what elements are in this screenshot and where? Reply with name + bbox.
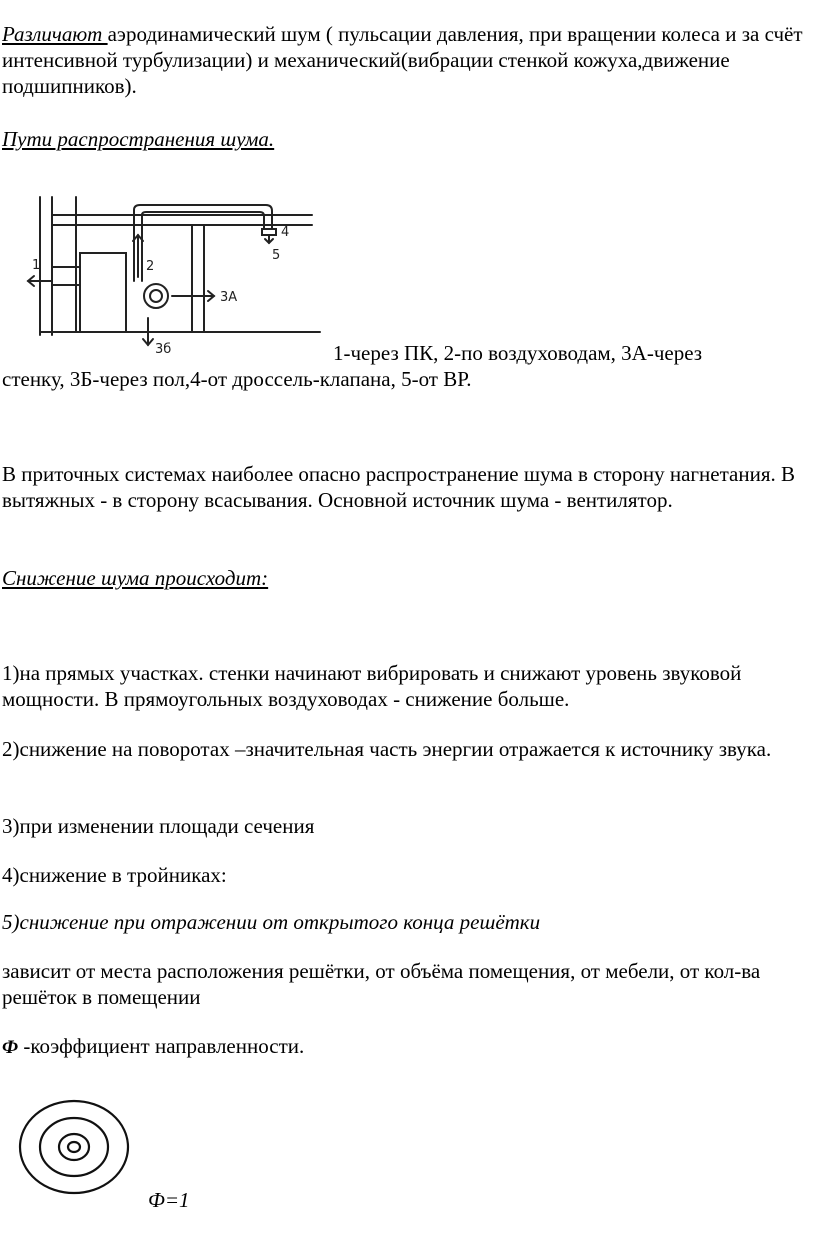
circle-inner bbox=[59, 1134, 89, 1160]
diagram-legend-line2: стенку, 3Б-через пол,4-от дроссель-клапана, 5-от ВР. bbox=[2, 367, 472, 391]
reduction-item: 1)на прямых участках. стенки начинают вибрировать и снижают уровень звуковой мощности. В прямоугольных воздуховодах - снижение больше. bbox=[2, 661, 742, 711]
intro-lead-word: Различают bbox=[2, 22, 108, 46]
fan-circle-outer bbox=[144, 284, 168, 308]
circle-outer bbox=[20, 1101, 128, 1193]
circle-core bbox=[68, 1142, 80, 1152]
supply-systems-paragraph: В приточных системах наиболее опасно распространение шума в сторону нагнетания. В вытяжных - в сторону всасывания. Основной источник шума - вентилятор. bbox=[2, 462, 795, 512]
fan-circle-inner bbox=[150, 290, 162, 302]
phi-definition: -коэффициент направленности. bbox=[18, 1034, 305, 1058]
intro-text: аэродинамический шум ( пульсации давления, при вращении колеса и за счёт интенсивной турбулизации) и механический(вибрации стенкой кожуха,движение подшипников). bbox=[2, 22, 803, 98]
label-5: 5 bbox=[272, 248, 281, 263]
label-1: 1 bbox=[32, 258, 41, 273]
paths-heading: Пути распространения шума. bbox=[2, 127, 275, 151]
noise-reduction-heading: Снижение шума происходит: bbox=[2, 566, 269, 590]
label-2: 2 bbox=[146, 259, 155, 274]
label-3b: 3б bbox=[155, 342, 172, 357]
phi-definition-line bbox=[2, 1033, 814, 1061]
fan-box bbox=[80, 253, 126, 332]
label-4: 4 bbox=[281, 225, 290, 240]
diagram-legend-line1: 1-через ПК, 2-по воздуховодам, 3А-через bbox=[333, 341, 703, 365]
label-3a: 3А bbox=[220, 290, 238, 305]
directivity-circles bbox=[14, 1097, 134, 1207]
depends-paragraph: зависит от места расположения решётки, от объёма помещения, от мебели, от кол-ва решёток в помещении bbox=[2, 959, 761, 1009]
phi-equation: Ф=1 bbox=[148, 1188, 190, 1212]
reduction-item: 3)при изменении площади сечения bbox=[2, 814, 315, 838]
reduction-item: 2)снижение на поворотах –значительная часть энергии отражается к источнику звука. bbox=[2, 737, 772, 761]
circle-middle bbox=[40, 1118, 108, 1176]
noise-paths-diagram bbox=[22, 185, 322, 360]
intro-paragraph bbox=[2, 21, 814, 99]
reduction-item: 5)снижение при отражении от открытого конца решётки bbox=[2, 910, 541, 934]
phi-symbol: Ф bbox=[2, 1037, 19, 1058]
reduction-item: 4)снижение в тройниках: bbox=[2, 863, 227, 887]
